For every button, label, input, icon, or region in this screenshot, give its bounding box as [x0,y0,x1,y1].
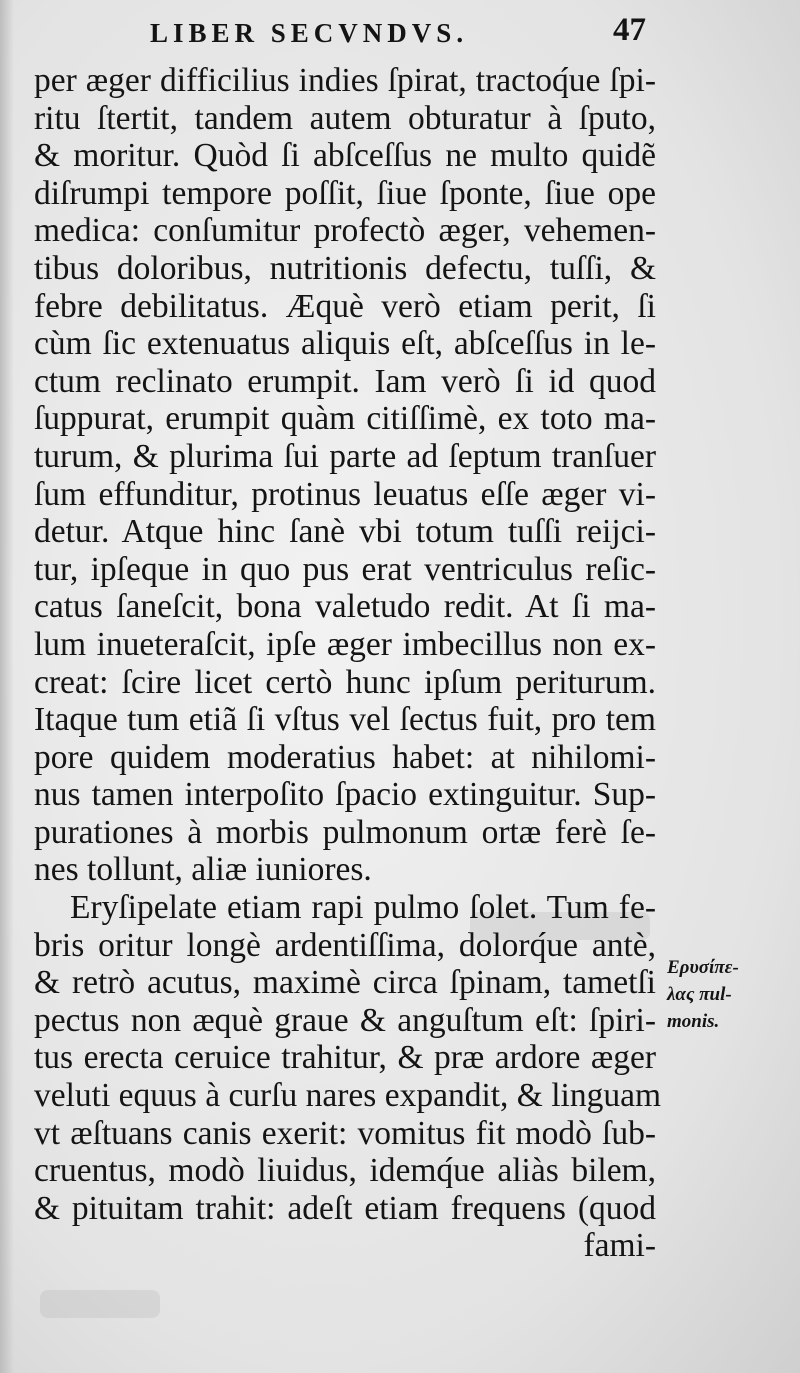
text-line: bris oritur longè ardentiſſima, dolorq́ue antè, [34,926,656,964]
margin-note-line: λας πul- [667,984,732,1005]
margin-note-line: monis. [667,1011,720,1032]
page-gutter-shadow [0,0,14,1373]
text-line: vt æſtuans canis exerit: vomitus fit modò ſub- [34,1114,656,1152]
text-line: ſuppurat, erumpit quàm citiſſimè, ex toto ma- [34,400,656,438]
text-line: turum, & plurima ſui parte ad ſeptum tranſuer [34,437,656,475]
page-header [150,12,650,56]
text-line: veluti equus à curſu nares expandit, & linguam [34,1077,662,1115]
text-line: pectus non æquè graue & anguſtum eſt: ſpiri- [34,1001,656,1039]
catchword: fami- [583,1227,656,1265]
text-line: ritu ſtertit, tandem autem obturatur à ſputo, [34,99,656,137]
text-line: pore quidem moderatius habet: at nihilomi- [34,738,656,776]
text-line: cùm ſic extenuatus aliquis eſt, abſceſſus in le- [34,325,656,363]
text-line: tibus doloribus, nutritionis defectu, tuſſi, & [34,249,656,287]
text-line: & moritur. Quòd ſi abſceſſus ne multo quidẽ [34,137,656,175]
ink-bleed-through [40,1290,160,1318]
text-line: per æger difficilius indies ſpirat, tractoq́ue ſpi- [34,62,656,99]
text-line: ctum reclinato erumpit. Iam verò ſi id quod [34,362,656,400]
page-number: 47 [613,12,646,48]
text-line: tus erecta ceruice trahitur, & præ ardore æger [34,1039,656,1077]
text-line: Eryſipelate etiam rapi pulmo ſolet. Tum fe- [70,889,656,927]
running-head: LIBER SECVNDVS. [150,18,469,48]
text-line: lum inueteraſcit, ipſe æger imbecillus non ex- [34,625,656,663]
text-line: creat: ſcire licet certò hunc ipſum periturum. [34,663,656,701]
text-line: nes tollunt, aliæ iuniores. [34,851,372,889]
text-line: nus tamen interpoſito ſpacio extinguitur. Sup- [34,776,656,814]
text-line: ſum effunditur, protinus leuatus eſſe æger vi- [34,475,656,513]
text-line: detur. Atque hinc ſanè vbi totum tuſſi reijci- [34,513,656,551]
margin-note-line: Ερυσίπε- [667,957,739,978]
text-line: cruentus, modò liuidus, idemq́ue aliàs bilem, [34,1152,656,1190]
text-line: catus ſaneſcit, bona valetudo redit. At ſi ma- [34,588,656,626]
text-line: febre debilitatus. Æquè verò etiam perit, ſi [34,287,656,325]
body-text [34,62,662,1265]
margin-note [667,954,792,1035]
text-line: tur, ipſeque in quo pus erat ventriculus reſic- [34,550,656,588]
text-line: diſrumpi tempore poſſit, ſiue ſponte, ſiue ope [34,174,656,212]
text-line: & retrò acutus, maximè circa ſpinam, tametſi [34,964,656,1002]
text-line: medica: conſumitur profectò æger, vehemen- [34,212,656,250]
text-line: purationes à morbis pulmonum ortæ ferè ſe- [34,813,656,851]
text-line: & pituitam trahit: adeſt etiam frequens (quod [34,1189,656,1227]
text-line: Itaque tum etiã ſi vſtus vel ſectus fuit, pro tem [34,701,656,739]
